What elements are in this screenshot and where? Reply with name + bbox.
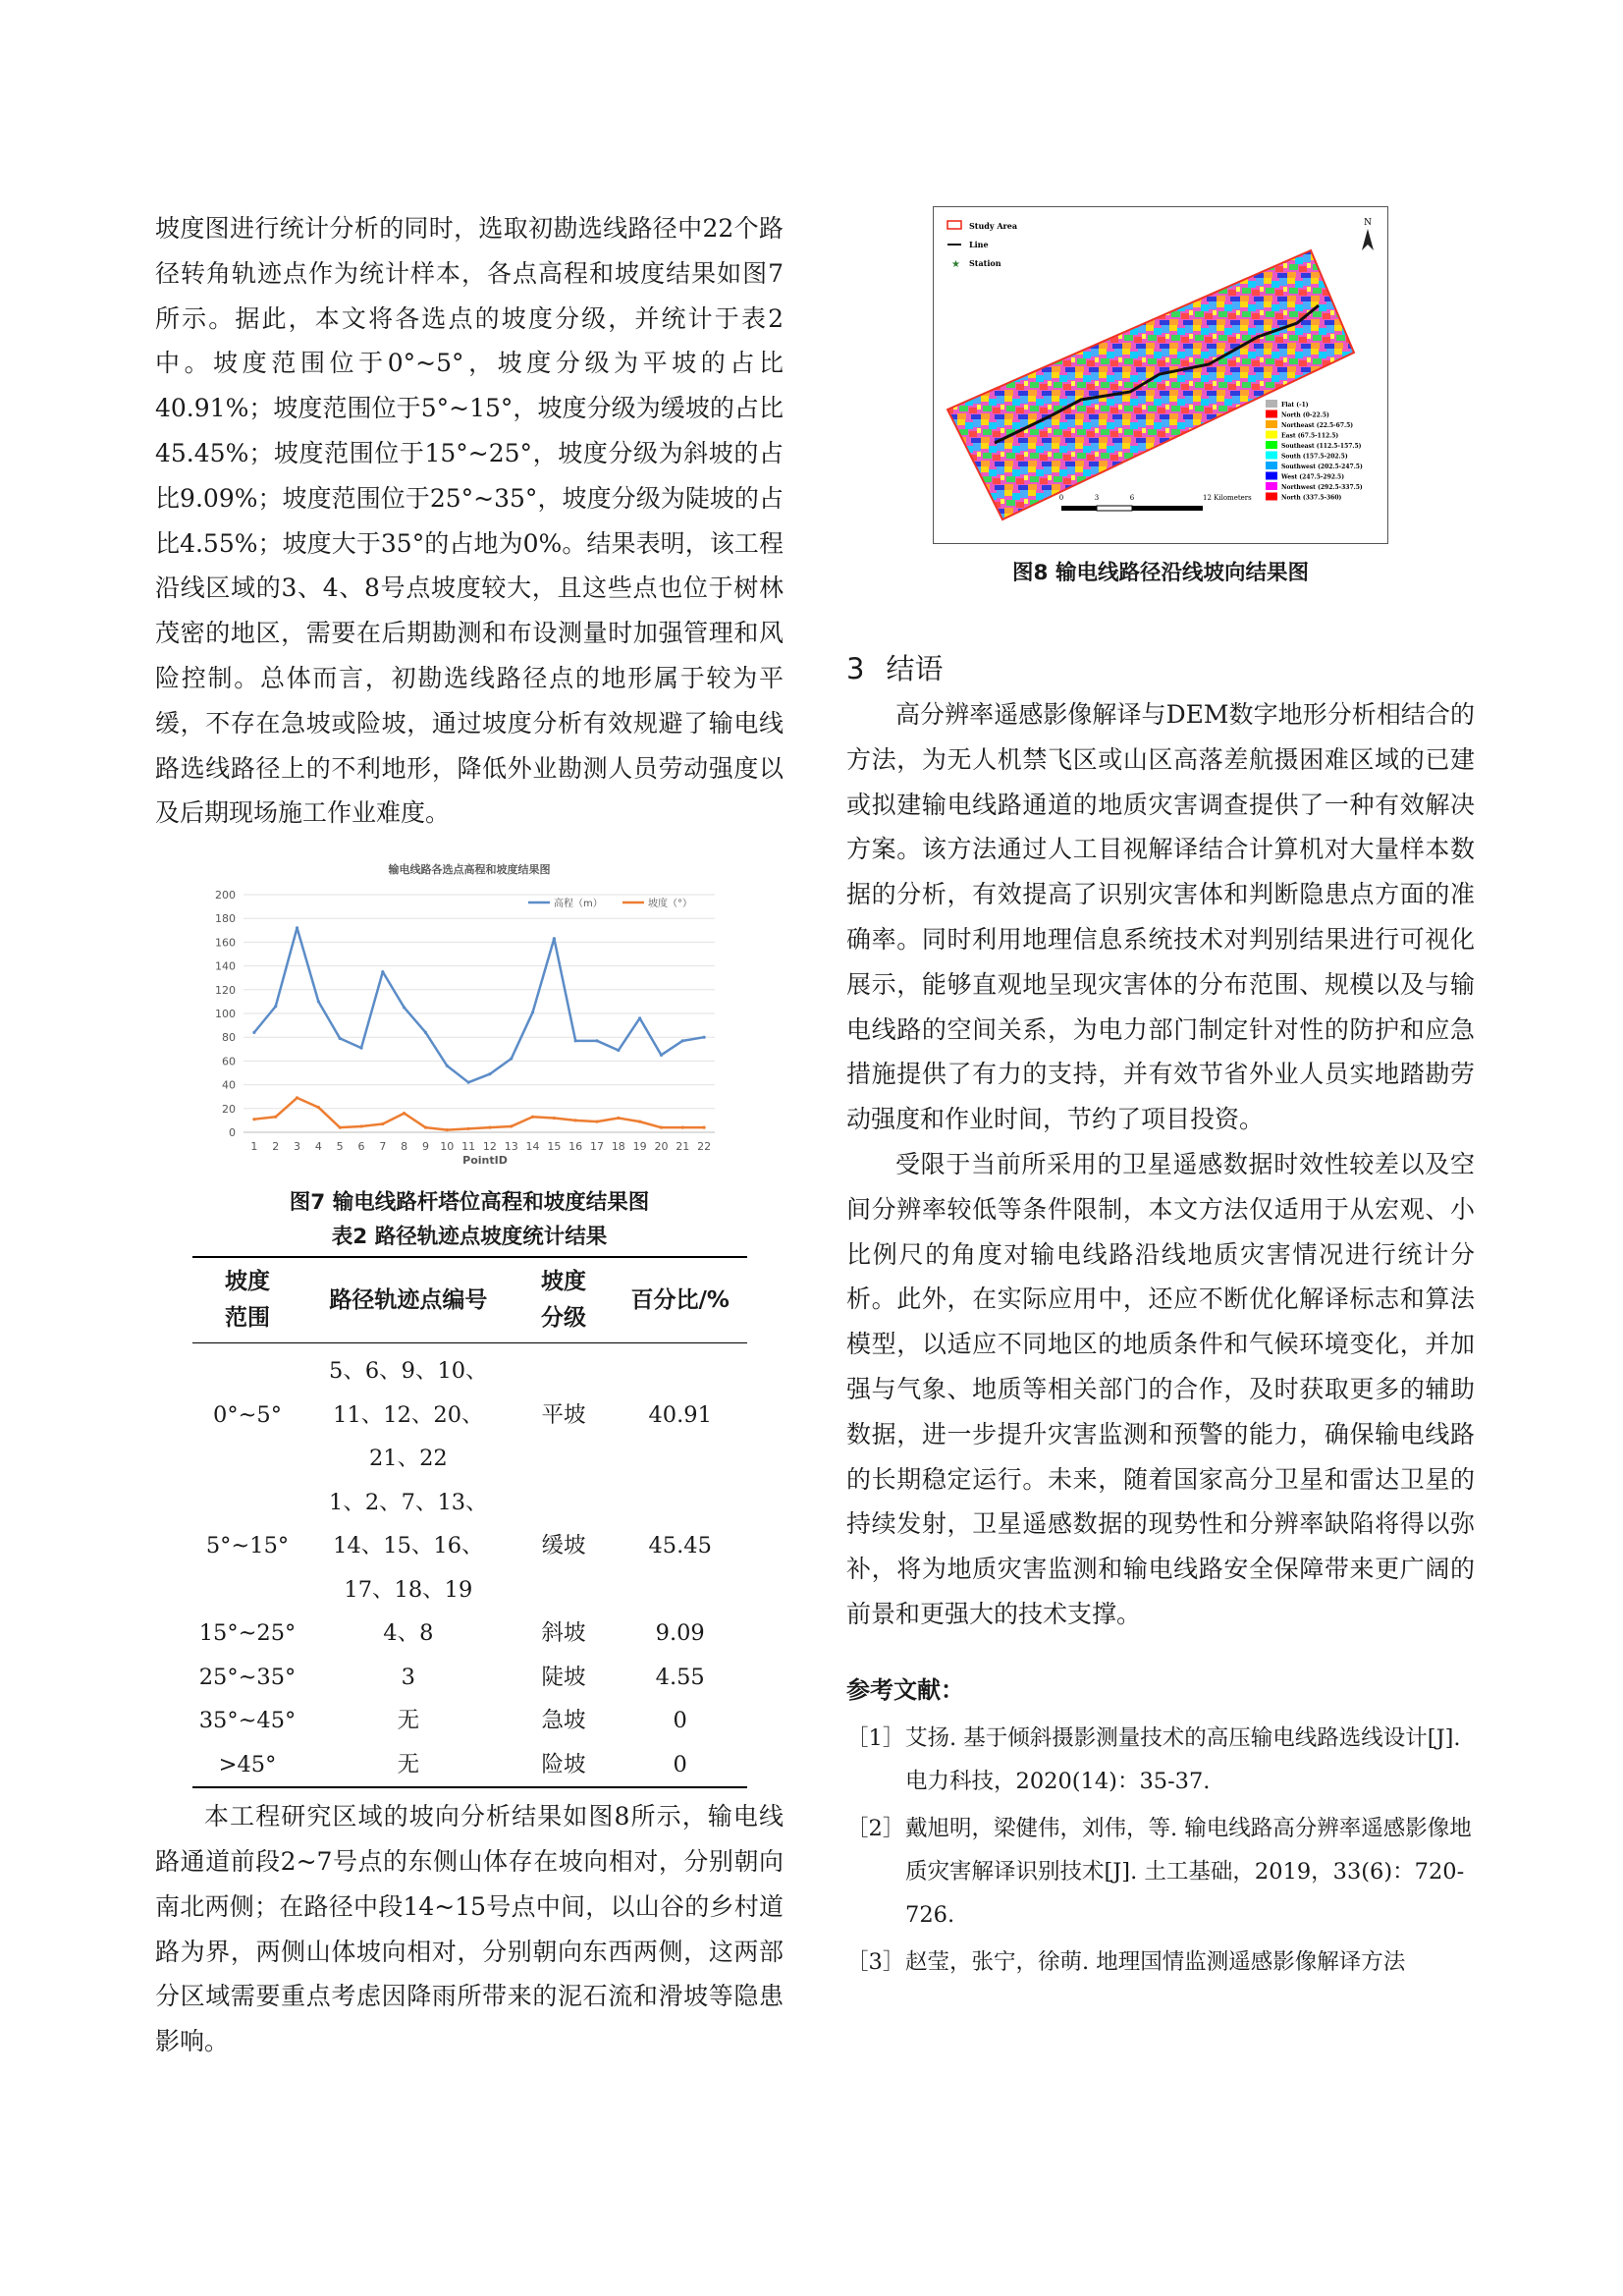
reference-text: 戴旭明，梁健伟，刘伟，等. 输电线路高分辨率遥感影像地质灾害解译识别技术[J]. 土工基础，2019，33(6)：720-726.: [905, 1815, 1472, 1928]
table-row: [192, 1699, 747, 1743]
chart-data-point: [424, 1031, 427, 1034]
table-cell: 险坡: [514, 1743, 614, 1788]
chart-data-point: [252, 1118, 255, 1121]
chart-data-point: [531, 1011, 534, 1013]
chart-axes: [215, 889, 711, 1153]
table-cell: 15°~25°: [198, 1620, 297, 1647]
chart-data-point: [553, 1117, 556, 1120]
table-header-cell: 坡度 范围: [192, 1257, 303, 1343]
chart-x-tick-label: 12: [482, 1140, 497, 1154]
chart-x-tick-label: 3: [294, 1140, 301, 1154]
chart-y-tick-label: 180: [215, 912, 236, 926]
chart-x-tick-label: 2: [272, 1140, 280, 1154]
chart-data-point: [595, 1039, 598, 1042]
chart-y-tick-label: 160: [215, 936, 236, 950]
chart-data-point: [702, 1036, 705, 1039]
aspect-class-swatch: [1266, 493, 1277, 501]
chart-series-line: [254, 1098, 704, 1130]
aspect-class-label: Flat (-1): [1281, 402, 1309, 409]
reference-tag: ［2］: [846, 1815, 905, 1841]
aspect-map-svg: [934, 207, 1387, 543]
aspect-class-swatch: [1266, 452, 1277, 460]
table-cell: 斜坡: [541, 1620, 586, 1647]
chart-x-tick-label: 17: [590, 1140, 604, 1154]
chart-data-point: [531, 1116, 534, 1119]
chart-data-point: [317, 1106, 320, 1109]
section-heading: [846, 645, 1475, 692]
chart-y-tick-label: 40: [222, 1078, 236, 1092]
chart-data-point: [510, 1125, 513, 1128]
chart-data-point: [595, 1121, 598, 1123]
chart-data-point: [252, 1031, 255, 1034]
map-legend: [947, 221, 1017, 270]
scale-label: 0: [1058, 494, 1064, 502]
table-cell: 陡坡: [541, 1664, 586, 1690]
table-2-caption: 表2 路径轨迹点坡度统计结果: [331, 1225, 608, 1250]
chart-data-point: [274, 1116, 277, 1119]
table-cell: 45.45: [648, 1533, 712, 1559]
study-area-swatch: [947, 221, 961, 229]
chart-x-tick-label: 10: [440, 1140, 455, 1154]
table-cell: 9.09: [655, 1620, 705, 1647]
chart-data-point: [403, 1007, 406, 1010]
body-paragraph: 受限于当前所采用的卫星遥感数据时效性较差以及空间分辨率较低等条件限制，本文方法仅适用于从宏观、小比例尺的角度对输电线路沿线地质灾害情况进行统计分析。此外，在实际应用中，还应不断优化解译标志和算法模型，以适应不同地区的地质条件和气候环境变化，并加强与气象、地质等相关部门的合作，及时获取更多的辅助数据，进一步提升灾害监测和预警的能力，确保输电线路的长期稳定运行。未来，随着国家高分卫星和雷达卫星的持续发射，卫星遥感数据的现势性和分辨率缺陷将得以弥补，将为地质灾害监测和输电线路安全保障带来更广阔的前景和更强大的技术支撑。: [846, 1149, 1475, 1628]
chart-x-tick-label: 1: [250, 1140, 258, 1154]
legend-study-area: Study Area: [969, 221, 1018, 231]
scale-label: 12 Kilometers: [1203, 494, 1252, 502]
north-arrow-icon: [1362, 218, 1374, 250]
slope-statistics-table: [192, 1256, 747, 1788]
body-paragraph: 高分辨率遥感影像解译与DEM数字地形分析相结合的方法，为无人机禁飞区或山区高落差航摄困难区域的已建或拟建输电线路通道的地质灾害调查提供了一种有效解决方案。该方法通过人工目视解译结合计算机对大量样本数据的分析，有效提高了识别灾害体和判断隐患点方面的准确率。同时利用地理信息系统技术对判别结果进行可视化展示，能够直观地呈现灾害体的分布范围、规模以及与输电线路的空间关系，为电力部门制定针对性的防护和应急措施提供了有力的支持，并有效节省外业人员实地踏勘劳动强度和作业时间，节约了项目投资。: [846, 700, 1475, 1134]
chart-data-point: [466, 1127, 469, 1130]
aspect-class-swatch: [1266, 482, 1277, 490]
chart-x-tick-label: 16: [568, 1140, 583, 1154]
body-paragraph: 本工程研究区域的坡向分析结果如图8所示，输电线路通道前段2~7号点的东侧山体存在坡向相对，分别朝向南北两侧；在路径中段14~15号点中间，以山谷的乡村道路为界，两侧山体坡向相对，分别朝向东西两侧，这两部分区域需要重点考虑因降雨所带来的泥石流和滑坡等隐患影响。: [155, 1802, 784, 2056]
chart-y-tick-label: 60: [222, 1055, 236, 1068]
chart-x-tick-label: 20: [654, 1140, 669, 1154]
chart-x-tick-label: 7: [379, 1140, 387, 1154]
chart-y-tick-label: 100: [215, 1008, 236, 1021]
table-row: [192, 1343, 747, 1481]
scale-bar: [1059, 494, 1252, 511]
chart-y-tick-label: 200: [215, 889, 236, 902]
aspect-class-swatch: [1266, 410, 1277, 418]
chart-x-tick-label: 14: [525, 1140, 540, 1154]
chart-x-tick-label: 5: [336, 1140, 344, 1154]
chart-data-point: [296, 1096, 298, 1099]
table-cell: 无: [397, 1708, 420, 1734]
table-cell: 4、8: [383, 1620, 434, 1647]
chart-data-point: [381, 970, 384, 973]
chart-grid: [243, 895, 715, 1132]
chart-y-tick-label: 120: [215, 983, 236, 997]
chart-data-point: [702, 1126, 705, 1129]
aspect-class-label: South (157.5-202.5): [1281, 453, 1348, 461]
chart-y-tick-label: 0: [229, 1126, 236, 1140]
chart-data-point: [574, 1039, 577, 1042]
chart-data-point: [660, 1126, 663, 1129]
aspect-class-label: East (67.5-112.5): [1281, 432, 1339, 440]
table-cell: 4.55: [655, 1664, 705, 1690]
table-header-cell: 路径轨迹点编号: [303, 1257, 514, 1343]
table-cell: 0°~5°: [213, 1401, 282, 1428]
table-cell: 0: [673, 1708, 687, 1734]
aspect-class-label: Southeast (112.5-157.5): [1281, 443, 1362, 450]
aspect-class-label: Southwest (202.5-247.5): [1281, 464, 1363, 470]
chart-x-tick-label: 18: [611, 1140, 625, 1154]
chart-data-point: [296, 926, 298, 929]
table-cell: >45°: [192, 1743, 303, 1788]
table-header-row: [192, 1257, 747, 1343]
section-number: 3: [846, 652, 865, 685]
aspect-class-label: Northeast (22.5-67.5): [1281, 422, 1354, 429]
reference-item: [846, 1941, 1475, 1984]
figure-7-caption: 图7 输电线路杆塔位高程和坡度结果图: [289, 1190, 650, 1216]
chart-x-tick-label: 9: [421, 1140, 429, 1154]
table-cell: 5、6、9、10、11、12、20、21、22: [329, 1358, 488, 1472]
chart-x-axis-label: PointID: [462, 1154, 508, 1168]
chart-legend: [528, 897, 692, 909]
chart-x-tick-label: 4: [314, 1140, 322, 1154]
aspect-class-label: West (247.5-292.5): [1281, 473, 1345, 481]
chart-title: 输电线路各选点高程和坡度结果图: [388, 863, 551, 877]
aspect-class-label: North (0-22.5): [1281, 411, 1329, 419]
chart-x-tick-label: 21: [676, 1140, 690, 1154]
elevation-slope-chart: [194, 857, 744, 1172]
chart-y-tick-label: 80: [222, 1031, 236, 1045]
scale-label: 3: [1094, 494, 1100, 502]
aspect-class-label: Northwest (292.5-337.5): [1281, 484, 1363, 491]
table-cell: 35°~45°: [198, 1708, 297, 1734]
table-cell: 3: [401, 1664, 415, 1690]
chart-x-tick-label: 11: [461, 1140, 476, 1154]
station-star-icon: ★: [951, 259, 960, 270]
figure-8-caption: 图8 输电线路径沿线坡向结果图: [1012, 561, 1309, 585]
chart-data-point: [317, 1000, 320, 1003]
chart-x-tick-label: 8: [401, 1140, 408, 1154]
left-column: [155, 206, 784, 2064]
chart-x-tick-label: 15: [547, 1140, 562, 1154]
chart-data-point: [424, 1126, 427, 1129]
table-row: [192, 1612, 747, 1656]
legend-line: Line: [969, 240, 989, 249]
table-header-cell: 坡度 分级: [514, 1257, 614, 1343]
legend-station: Station: [969, 258, 1001, 268]
table-cell: 急坡: [541, 1708, 586, 1734]
table-row: [192, 1481, 747, 1613]
table-cell: 缓坡: [541, 1533, 586, 1559]
chart-y-tick-label: 140: [215, 959, 236, 973]
north-label: N: [1364, 218, 1372, 228]
chart-data-point: [617, 1117, 620, 1120]
aspect-class-swatch: [1266, 420, 1277, 428]
chart-data-point: [446, 1128, 449, 1131]
aspect-class-swatch: [1266, 431, 1277, 439]
chart-x-tick-label: 13: [504, 1140, 518, 1154]
chart-data-point: [339, 1126, 342, 1129]
chart-data-point: [446, 1065, 449, 1067]
reference-text: 赵莹，张宁，徐萌. 地理国情监测遥感影像解译方法: [905, 1948, 1406, 1975]
scale-label: 6: [1129, 494, 1135, 502]
aspect-class-label: North (337.5-360): [1281, 494, 1342, 502]
chart-data-point: [510, 1058, 513, 1061]
aspect-legend: [1266, 400, 1363, 502]
table-cell: 1、2、7、13、14、15、16、17、18、19: [329, 1489, 488, 1603]
chart-data-point: [381, 1122, 384, 1125]
chart-x-tick-label: 19: [632, 1140, 647, 1154]
chart-data-point: [466, 1081, 469, 1084]
chart-data-point: [488, 1072, 491, 1075]
chart-x-tick-label: 6: [357, 1140, 365, 1154]
reference-tag: ［1］: [846, 1724, 905, 1751]
chart-series: [252, 926, 705, 1131]
reference-text: 艾扬. 基于倾斜摄影测量技术的高压输电线路选线设计[J]. 电力科技，2020(14)：35-37.: [905, 1724, 1461, 1794]
aspect-class-swatch: [1266, 472, 1277, 480]
table-cell: 5°~15°: [205, 1533, 290, 1559]
chart-data-point: [339, 1037, 342, 1040]
reference-item: [846, 1717, 1475, 1803]
chart-data-point: [574, 1119, 577, 1121]
chart-svg: [194, 857, 744, 1172]
chart-data-point: [359, 1047, 362, 1050]
references-heading: 参考文献：: [846, 1675, 964, 1704]
chart-data-point: [359, 1125, 362, 1128]
chart-legend-label: 高程（m）: [554, 899, 603, 910]
aspect-class-swatch: [1266, 462, 1277, 469]
chart-data-point: [553, 937, 556, 940]
chart-data-point: [681, 1039, 684, 1042]
chart-data-point: [638, 1121, 641, 1123]
chart-data-point: [660, 1054, 663, 1057]
chart-data-point: [617, 1049, 620, 1052]
table-row: [192, 1656, 747, 1700]
table-row: [192, 1743, 747, 1788]
right-column: [846, 206, 1475, 1984]
section-title: 结语: [886, 652, 944, 685]
aspect-class-swatch: [1266, 400, 1277, 408]
chart-x-tick-label: 22: [697, 1140, 712, 1154]
reference-tag: ［3］: [846, 1948, 905, 1975]
table-cell: 平坡: [541, 1401, 586, 1428]
table-cell: 0: [614, 1743, 747, 1788]
aspect-class-swatch: [1266, 441, 1277, 449]
table-header-cell: 百分比/%: [614, 1257, 747, 1343]
chart-legend-label: 坡度（°）: [648, 899, 692, 910]
chart-data-point: [403, 1112, 406, 1115]
chart-data-point: [274, 1005, 277, 1008]
table-cell: 40.91: [648, 1401, 712, 1428]
table-cell: 25°~35°: [198, 1664, 297, 1690]
chart-y-tick-label: 20: [222, 1102, 236, 1116]
chart-series-line: [254, 928, 704, 1082]
table-cell: 无: [303, 1743, 514, 1788]
chart-data-point: [488, 1126, 491, 1129]
aspect-map-figure: [933, 206, 1388, 544]
chart-data-point: [638, 1016, 641, 1019]
chart-data-point: [681, 1126, 684, 1129]
body-paragraph: 坡度图进行统计分析的同时，选取初勘选线路径中22个路径转角轨迹点作为统计样本，各点高程和坡度结果如图7所示。据此，本文将各选点的坡度分级，并统计于表2中。坡度范围位于0°~5°，坡度分级为平坡的占比40.91%；坡度范围位于5°~15°，坡度分级为缓坡的占比45.45%；坡度范围位于15°~25°，坡度分级为斜坡的占比9.09%；坡度范围位于25°~35°，坡度分级为陡坡的占比4.55%；坡度大于35°的占地为0%。结果表明，该工程沿线区域的3、4、8号点坡度较大，且这些点也位于树林茂密的地区，需要在后期勘测和布设测量时加强管理和风险控制。总体而言，初勘选线路径点的地形属于较为平缓，不存在急坡或险坡，通过坡度分析有效规避了输电线路选线路径上的不利地形，降低外业勘测人员劳动强度以及后期现场施工作业难度。: [155, 214, 784, 828]
reference-item: [846, 1807, 1475, 1937]
